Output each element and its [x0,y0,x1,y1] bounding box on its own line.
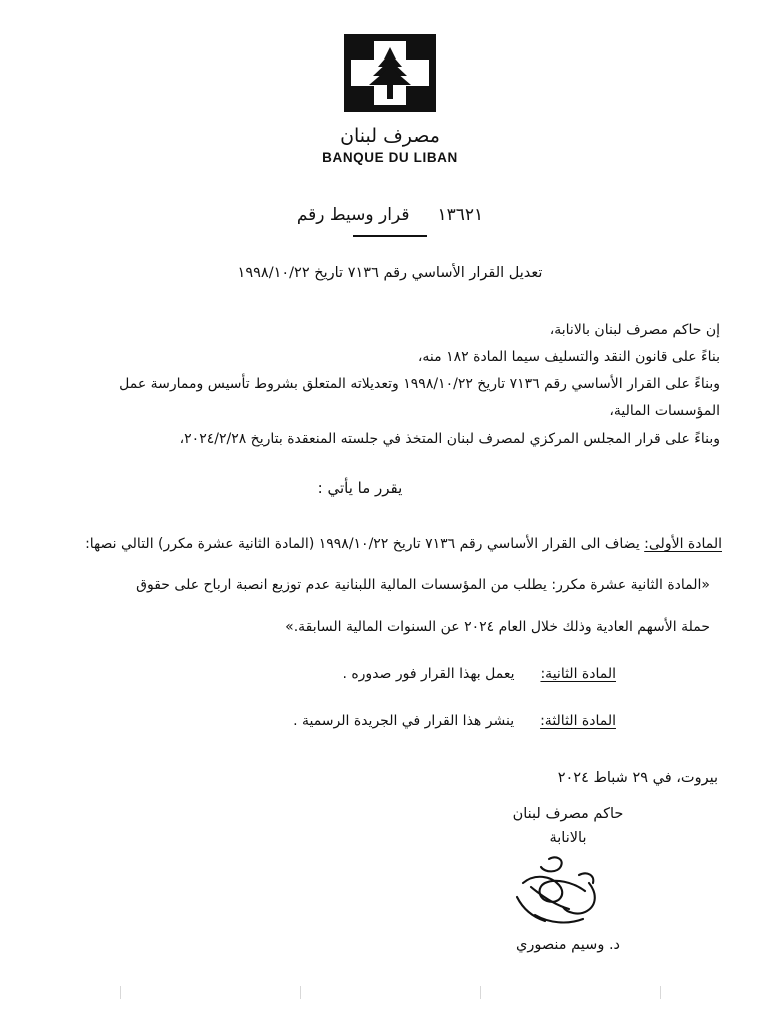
page-crop-marks [0,986,780,1000]
logo-arabic-name: مصرف لبنان [340,125,440,147]
preamble-line-2: بناءً على قانون النقد والتسليف سيما المادة ١٨٢ منه، [417,348,720,365]
place-and-date [0,770,780,786]
article-three [62,708,722,735]
article-one-paragraph [62,531,722,558]
preamble-line-3: وبناءً على القرار الأساسي رقم ٧١٣٦ تاريخ ١٩٩٨/١٠/٢٢ وتعديلاته المتعلق بشروط تأسيس وممارسة عمل المؤسسات المالية، [119,376,720,420]
articles-section [62,531,722,735]
article-two-text: يعمل بهذا القرار فور صدوره . [342,665,515,682]
article-three-head: المادة الثالثة: [540,713,616,730]
signatory-title-line-1: حاكم مصرف لبنان [512,805,624,822]
article-two-head: المادة الثانية: [540,665,616,682]
handwritten-signature-icon [493,853,643,931]
article-three-text: ينشر هذا القرار في الجريدة الرسمية . [293,713,515,730]
place-and-date-text: بيروت، في ٢٩ شباط ٢٠٢٤ [557,769,718,786]
decision-label: قرار وسيط رقم [296,205,410,225]
document-title [0,205,780,225]
article-one [62,531,722,641]
bank-logo [0,34,780,165]
article-one-head: المادة الأولى: [644,536,722,553]
signatory-name: د. وسيم منصوري [515,936,621,953]
preamble-line-4: وبناءً على قرار المجلس المركزي لمصرف لبنان المتخذ في جلسته المنعقدة بتاريخ ٢٠٢٤/٢/٢٨، [179,430,720,447]
article-one-quote-line-2: حملة الأسهم العادية وذلك خلال العام ٢٠٢٤ عن السنوات المالية السابقة.» [285,618,710,635]
article-two [62,661,722,688]
decision-number: ١٣٦٢١ [437,205,484,225]
logo-french-name: BANQUE DU LIBAN [322,150,458,165]
article-one-quote-line-1: «المادة الثانية عشرة مكرر: يطلب من المؤسسات المالية اللبنانية عدم توزيع انصبة ارباح على حقوق [136,577,710,594]
title-divider [353,235,427,237]
article-one-text: يضاف الى القرار الأساسي رقم ٧١٣٦ تاريخ ١٩٩٨/١٠/٢٢ (المادة الثانية عشرة مكرر) التالي نصها: [85,536,640,553]
cedar-tree-square-logo-icon [344,34,436,112]
document-subtitle: تعديل القرار الأساسي رقم ٧١٣٦ تاريخ ١٩٩٨/١٠/٢٢ [237,264,543,281]
signatory-title-line-2: بالانابة [549,830,587,847]
signature-block [418,802,718,958]
decides-statement: يقرر ما يأتي : [317,479,403,498]
preamble-line-1: إن حاكم مصرف لبنان بالانابة، [549,321,720,338]
article-one-quote [74,572,710,641]
preamble [60,317,720,453]
